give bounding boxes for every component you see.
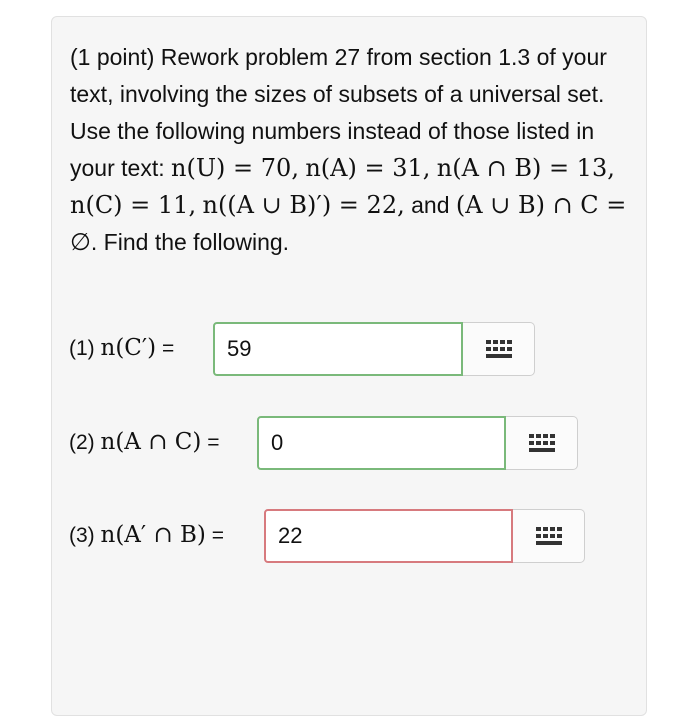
question-expression: n(C′) — [100, 335, 157, 361]
grid-keypad-icon — [536, 527, 562, 546]
question-row-1 — [69, 322, 539, 376]
question-number: (2) — [69, 431, 95, 454]
math-n-a: n(A) = 31, — [305, 154, 431, 182]
question-expression: n(A ∩ C) — [100, 429, 202, 455]
point-label: (1 point) — [70, 44, 155, 70]
grid-keypad-icon — [529, 434, 555, 453]
math-empty-set: (A ∪ B) ∩ C = ∅ — [70, 191, 627, 256]
answer-input-3[interactable]: 22 — [264, 509, 513, 563]
math-n-u: n(U) = 70, — [171, 154, 299, 182]
problem-card — [51, 16, 647, 716]
question-expression: n(A′ ∩ B) — [100, 522, 206, 548]
and-word: and — [411, 192, 450, 218]
keypad-button-1[interactable] — [463, 322, 535, 376]
answer-input-2[interactable]: 0 — [257, 416, 506, 470]
problem-text-end: . Find the following. — [90, 229, 290, 255]
keypad-button-2[interactable] — [506, 416, 578, 470]
answer-input-1[interactable]: 59 — [213, 322, 463, 376]
equals-sign: = — [207, 431, 220, 454]
question-label-1 — [69, 335, 174, 361]
equals-sign: = — [211, 524, 225, 547]
math-n-c: n(C) = 11, — [70, 191, 197, 219]
equals-sign: = — [161, 337, 175, 360]
question-row-3 — [69, 509, 599, 563]
question-label-3 — [69, 522, 224, 548]
keypad-button-3[interactable] — [513, 509, 585, 563]
grid-keypad-icon — [486, 340, 512, 359]
math-n-a-cap-b: n(A ∩ B) = 13, — [436, 154, 615, 182]
question-row-2 — [69, 416, 589, 470]
question-number: (3) — [69, 524, 95, 547]
math-n-a-cup-b-complement: n((A ∪ B)′) = 22, — [202, 191, 405, 219]
question-number: (1) — [69, 337, 95, 360]
problem-statement — [70, 39, 635, 261]
problem-text: Rework problem 27 from section 1.3 of your text, involving the sizes of subsets of a universal set. Use the following numbers instead of those listed in your text: — [70, 44, 607, 181]
question-label-2 — [69, 429, 220, 455]
